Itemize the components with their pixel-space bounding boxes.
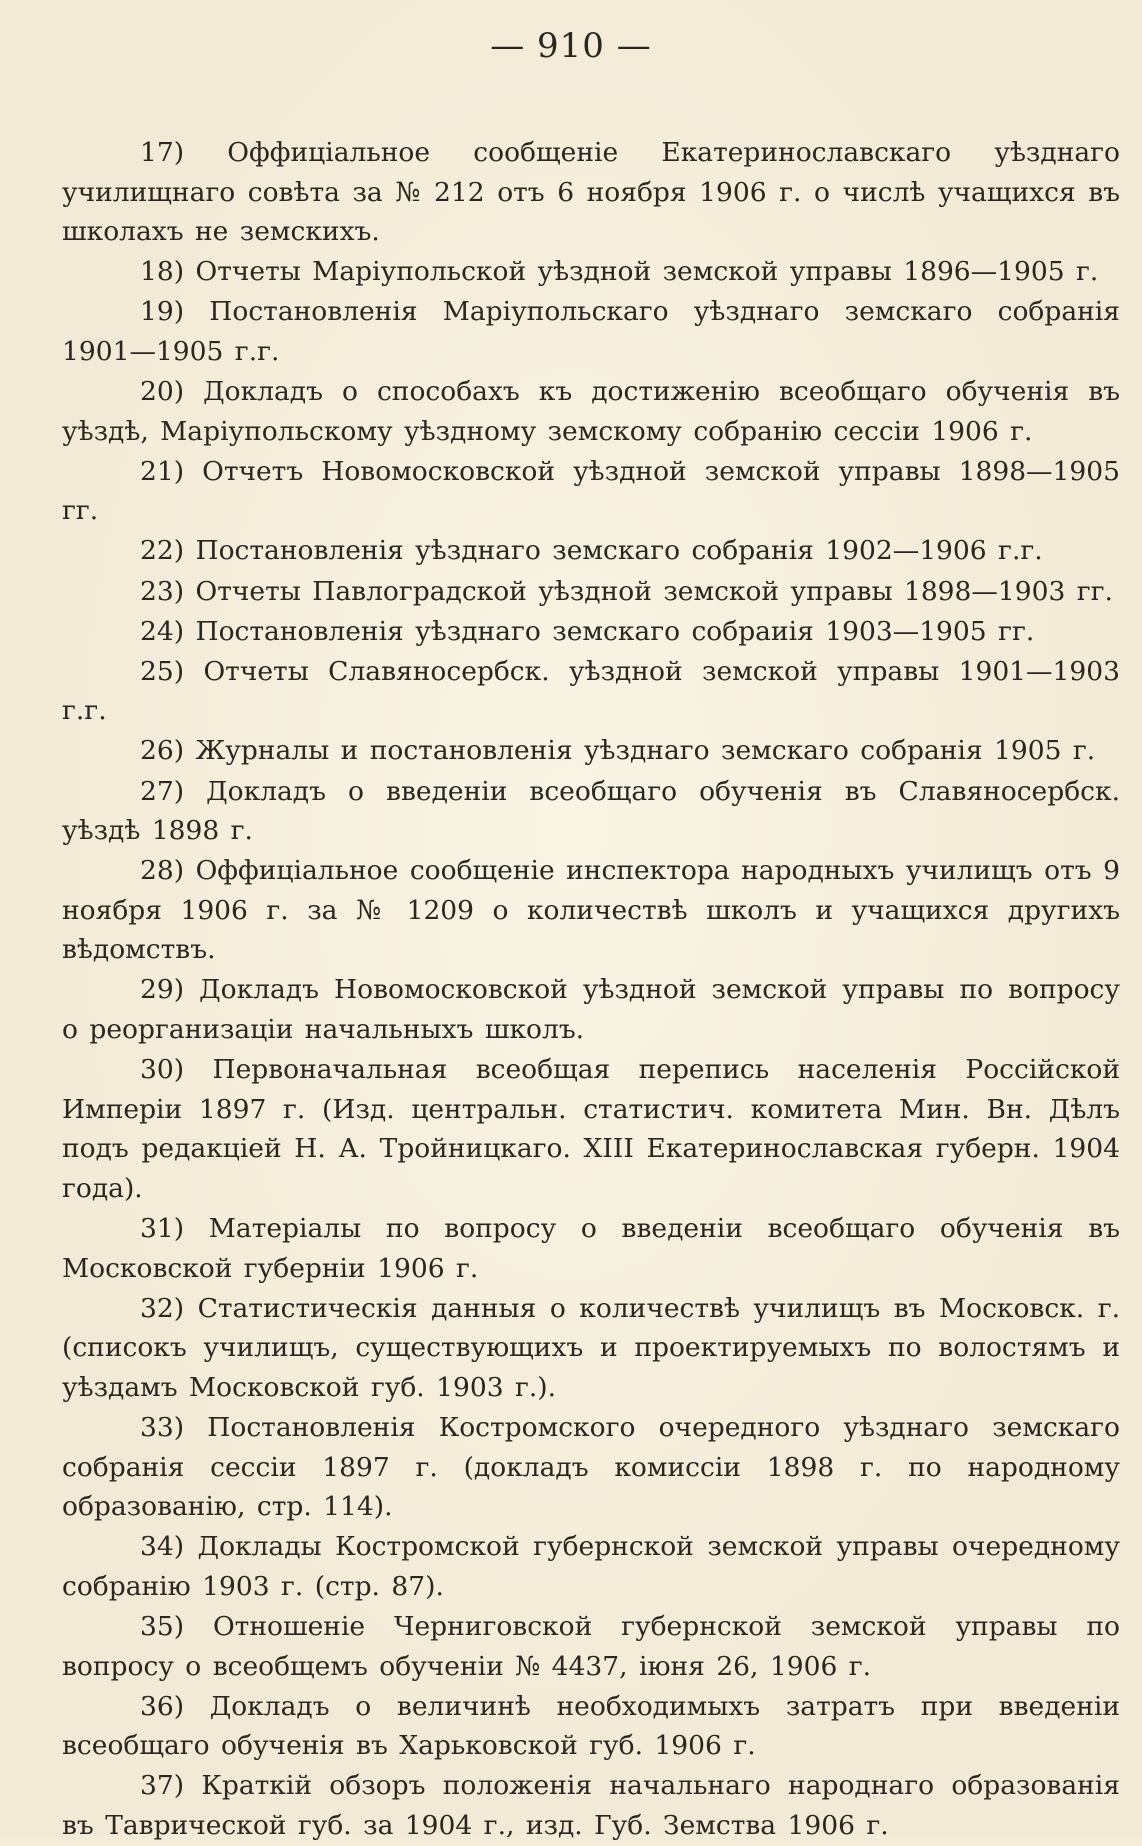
list-item: 34) Доклады Костромской губернской земской управы очередному собранію 1903 г. (стр. 87). xyxy=(62,1531,1120,1602)
list-item: 23) Отчеты Павлоградской уѣздной земской управы 1898—1903 гг. xyxy=(140,575,1113,607)
list-item: 28) Оффиціальное сообщеніе инспектора народныхъ училищъ отъ 9 ноября 1906 г. за № 1209 о количествѣ школъ и учащихся другихъ вѣдомствъ. xyxy=(62,855,1120,966)
list-item: 29) Докладъ Новомосковской уѣздной земской управы по вопросу о реорганизаціи начальныхъ школъ. xyxy=(62,974,1120,1046)
list-item: 33) Постановленія Костромского очередного уѣзднаго земскаго собранія сессіи 1897 г. (докладъ комиссіи 1898 г. по народному образованію, стр. 114). xyxy=(62,1412,1120,1523)
list-item: 36) Докладъ о величинѣ необходимыхъ затратъ при введеніи всеобщаго обученія въ Харьковской губ. 1906 г. xyxy=(62,1690,1120,1762)
list-item: 24) Постановленія уѣзднаго земскаго собраиія 1903—1905 гг. xyxy=(140,615,1035,647)
entry-list xyxy=(62,133,1120,1846)
list-item: 35) Отношеніе Черниговской губернской земской управы по вопросу о всеобщемъ обученіи № 4437, іюня 26, 1906 г. xyxy=(62,1610,1120,1682)
list-item: 26) Журналы и постановленія уѣзднаго земскаго собранія 1905 г. xyxy=(140,735,1096,767)
list-item: 17) Оффиціальное сообщеніе Екатеринославскаго уѣзднаго училищнаго совѣта за № 212 отъ 6 ноября 1906 г. о числѣ учащихся въ школахъ не земскихъ. xyxy=(62,137,1120,248)
list-item: 37) Краткій обзоръ положенія начальнаго народнаго образованія въ Таврической губ. за 1904 г., изд. Губ. Земства 1906 г. xyxy=(62,1770,1120,1841)
list-item: 18) Отчеты Маріупольской уѣздной земской управы 1896—1905 г. xyxy=(140,256,1099,288)
list-item: 19) Постановленія Маріупольскаго уѣзднаго земскаго собранія 1901—1905 г.г. xyxy=(62,296,1120,367)
list-item: 20) Докладъ о способахъ къ достиженію всеобщаго обученія въ уѣздѣ, Маріупольскому уѣздному земскому собранію сессіи 1906 г. xyxy=(62,376,1120,447)
list-item: 27) Докладъ о введеніи всеобщаго обученія въ Славяносербск. уѣздѣ 1898 г. xyxy=(62,775,1120,847)
list-item: 31) Матеріалы по вопросу о введеніи всеобщаго обученія въ Московской губерніи 1906 г. xyxy=(62,1213,1120,1284)
list-item: 22) Постановленія уѣзднаго земскаго собранія 1902—1906 г.г. xyxy=(140,535,1043,567)
page-number: — 910 — xyxy=(490,26,652,66)
list-item: 32) Статистическія данныя о количествѣ училищъ въ Московск. г. (списокъ училищъ, существующихъ и проектируемыхъ по волостямъ и уѣздамъ Московской губ. 1903 г.). xyxy=(62,1292,1120,1403)
list-item: 25) Отчеты Славяносербск. уѣздной земской управы 1901—1903 г.г. xyxy=(62,655,1120,727)
list-item: 30) Первоначальная всеобщая перепись населенія Россійской Имперіи 1897 г. (Изд. центральн. статистич. комитета Мин. Вн. Дѣлъ подъ редакціей Н. А. Тройницкаго. XIII Екатеринославская губерн. 1904 года). xyxy=(62,1054,1120,1204)
list-item: 21) Отчетъ Новомосковской уѣздной земской управы 1898—1905 гг. xyxy=(62,455,1120,527)
